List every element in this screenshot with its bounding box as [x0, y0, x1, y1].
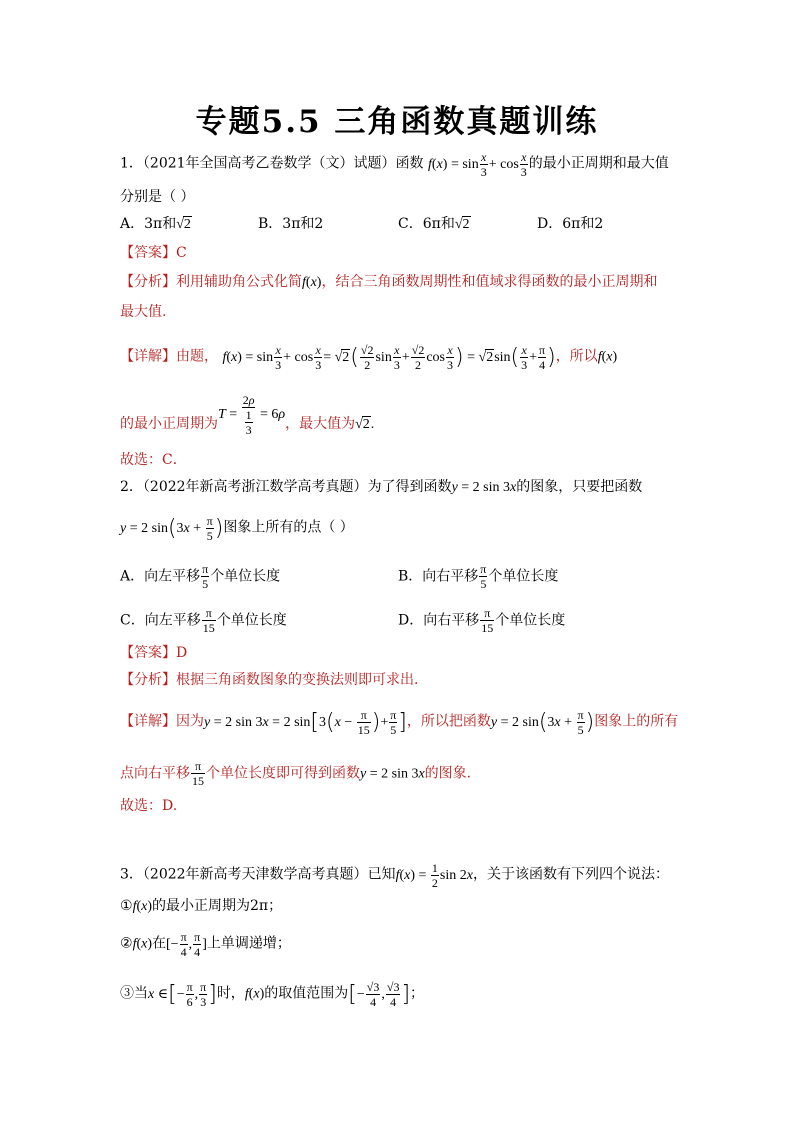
- q3-s1-text: 的最小正周期为2π；: [152, 898, 283, 914]
- q2-conclusion: 故选：D.: [120, 798, 178, 814]
- q3-stem-a: 已知: [367, 866, 396, 883]
- q2-option-a-tail: 个单位长度: [210, 568, 281, 585]
- q2-option-c-label: C．向左平移: [120, 612, 201, 629]
- q1-source: （2021年全国高考乙卷数学（文）试题）: [142, 155, 396, 172]
- page-title: 专题5.5 三角函数真题训练: [195, 104, 599, 140]
- q3-number: 3．: [120, 866, 143, 883]
- q1-fx-formula: f(x): [302, 275, 322, 290]
- q2-stem-line: [120, 477, 642, 498]
- q2-option-b: B．向右平移 $\frac{\pi}{5}$ 个单位长度: [398, 562, 559, 591]
- q2-detail-a: 因为: [176, 713, 204, 730]
- q3-s3-marker: ③当: [120, 985, 148, 1002]
- q3-function-formula: f(x) = $\frac{1}{2}$ sin 2x: [395, 861, 473, 890]
- q2-answer-label: 【答案】: [120, 645, 176, 661]
- q1-option-d: D．6π和2: [537, 216, 604, 232]
- q3-s2-text-a: 在: [152, 935, 167, 952]
- q1-max-value: √2.: [355, 417, 375, 433]
- q3-s3-range: [− $\frac{√3}{4}$ , $\frac{√3}{4}$ ]: [348, 980, 411, 1009]
- q1-stem-line2: 分别是（ ）: [120, 189, 195, 205]
- q2-option-b-label: B．向右平移: [398, 568, 479, 585]
- q2-stem-b: 的图象，只要把函数: [516, 479, 643, 495]
- q1-detail-label: 【详解】: [120, 348, 176, 365]
- q2-analysis: [120, 670, 418, 690]
- q2-option-c: C．向左平移 $\frac{\pi}{15}$ 个单位长度: [120, 606, 287, 635]
- q3-statement-1: [120, 896, 282, 917]
- q2-detail-e: 个单位长度即可得到函数: [206, 765, 360, 782]
- q2-source: （2022年新高考浙江数学高考真题）: [142, 479, 368, 495]
- q3-s2-interval: [− $\frac{\pi}{4}$ , $\frac{\pi}{4}$ ]: [166, 930, 207, 959]
- q3-s2-fx: f(x): [132, 936, 153, 952]
- q2-answer-value: D: [176, 645, 188, 661]
- q1-number: 1．: [120, 155, 143, 172]
- q2-detail-label: 【详解】: [120, 713, 176, 730]
- q2-analysis-label: 【分析】: [120, 672, 176, 688]
- q1-detail-line2: [120, 393, 375, 447]
- q1-analysis-label: 【分析】: [120, 274, 176, 290]
- q2-detail-target-function: y = 2 sin 3x: [360, 766, 425, 782]
- q1-fx-formula-2: f(x): [597, 349, 618, 365]
- q3-s1-fx: f(x): [132, 899, 153, 914]
- q1-period-formula: T = $\frac{2\rho}{\frac{1}{3}}$ = 6ρ: [218, 393, 286, 437]
- q1-analysis: [120, 272, 657, 293]
- q1-function-formula: f(x) = sin $\frac{x}{3}$ + cos $\frac{x}{3}$: [428, 150, 527, 179]
- q2-detail-f: 的图象.: [424, 765, 472, 782]
- q3-s3-text-b: 的取值范围为: [264, 985, 349, 1002]
- q2-option-b-tail: 个单位长度: [488, 568, 559, 585]
- q2-detail-c: 图象上的所有: [594, 713, 679, 730]
- q2-answer: [120, 643, 187, 663]
- q1-answer-label: 【答案】: [120, 245, 176, 261]
- q1-detail-c: 的最小正周期为: [120, 416, 218, 433]
- q2-shift-fraction: $\frac{\pi}{15}$: [192, 759, 204, 788]
- q1-analysis-b: ，结合三角函数周期性和值域求得函数的最小正周期和: [321, 274, 658, 290]
- q2-option-a: A．向左平移 $\frac{\pi}{5}$ 个单位长度: [120, 562, 281, 591]
- q2-option-d-label: D．向右平移: [398, 612, 480, 629]
- q2-option-d-tail: 个单位长度: [495, 612, 566, 629]
- q3-s3-fx: f(x): [244, 986, 265, 1002]
- q2-detail-line2: [120, 759, 471, 788]
- q1-detail-b: ，所以: [555, 348, 598, 365]
- q3-s1-marker: ①: [120, 898, 133, 914]
- q2-stem-c: 图象上所有的点（ ）: [223, 519, 354, 536]
- q2-stem-line2: [120, 514, 354, 543]
- q1-option-b: B．3π和2: [258, 216, 324, 232]
- q2-detail-b: ，所以把函数: [406, 713, 491, 730]
- q1-detail-formula: f(x) = sin $\frac{x}{3}$ + cos $\frac{x}{3}$ = √2( $\frac{√2}{2}$ sin $\frac{x}{3}$ + $\frac{√2}{2}$ cos $\frac{x}{3}$ ) = √2sin( $\frac{x}{3}$ + $\frac{\pi}{4}$ ): [222, 343, 556, 372]
- q3-s2-marker: ②: [120, 935, 133, 952]
- q1-detail-d: ，最大值为: [285, 416, 356, 433]
- q2-stem-a: 为了得到函数: [367, 479, 452, 495]
- q1-conclusion: 故选：C．: [120, 452, 187, 468]
- q1-stem-a: 函数: [395, 155, 424, 172]
- q2-number: 2．: [120, 479, 143, 495]
- q2-detail-d: 点向右平移: [120, 765, 190, 782]
- q1-answer-value: C: [176, 245, 187, 261]
- q1-analysis-line2: 最大值.: [120, 304, 167, 320]
- q2-analysis-text: 根据三角函数图象的变换法则即可求出.: [176, 672, 419, 688]
- q3-s3-text-a: 时，: [216, 985, 245, 1002]
- q1-detail-a: 由题，: [176, 348, 218, 365]
- q3-s3-domain: x ∈[− $\frac{\pi}{6}$ , $\frac{\pi}{3}$ ]: [148, 980, 217, 1009]
- q3-stem-line: [120, 861, 669, 890]
- q1-answer: [120, 243, 187, 263]
- q3-s3-text-c: ；: [410, 985, 425, 1002]
- q3-statement-2: [120, 930, 291, 959]
- q2-option-c-tail: 个单位长度: [216, 612, 287, 629]
- q3-statement-3: [120, 980, 424, 1009]
- q2-source-function: y = 2 sin(3x + $\frac{\pi}{5}$ ): [120, 514, 224, 543]
- q2-detail: [120, 708, 678, 737]
- q3-s2-text-b: 上单调递增；: [206, 935, 291, 952]
- q2-option-d: D．向右平移 $\frac{\pi}{15}$ 个单位长度: [398, 606, 566, 635]
- q2-detail-formula: y = 2 sin 3x = 2 sin[3(x − $\frac{\pi}{15}$ )+ $\frac{\pi}{5}$ ]: [204, 708, 407, 737]
- q1-option-a: A．3π和√2: [120, 216, 191, 232]
- q1-stem-b: 的最小正周期和最大值: [528, 155, 669, 172]
- q1-stem-line: [120, 150, 669, 179]
- q1-option-c: C．6π和√2: [398, 216, 470, 232]
- q2-option-a-label: A．向左平移: [120, 568, 201, 585]
- q3-stem-b: ，关于该函数有下列四个说法：: [472, 866, 669, 883]
- q1-analysis-a: 利用辅助角公式化简: [176, 274, 302, 290]
- q3-source: （2022年新高考天津数学高考真题）: [142, 866, 368, 883]
- q2-detail-source-function: y = 2 sin(3x + $\frac{\pi}{5}$ ): [490, 708, 595, 737]
- q1-detail: [120, 343, 617, 372]
- q2-target-function: y = 2 sin 3x: [451, 480, 517, 495]
